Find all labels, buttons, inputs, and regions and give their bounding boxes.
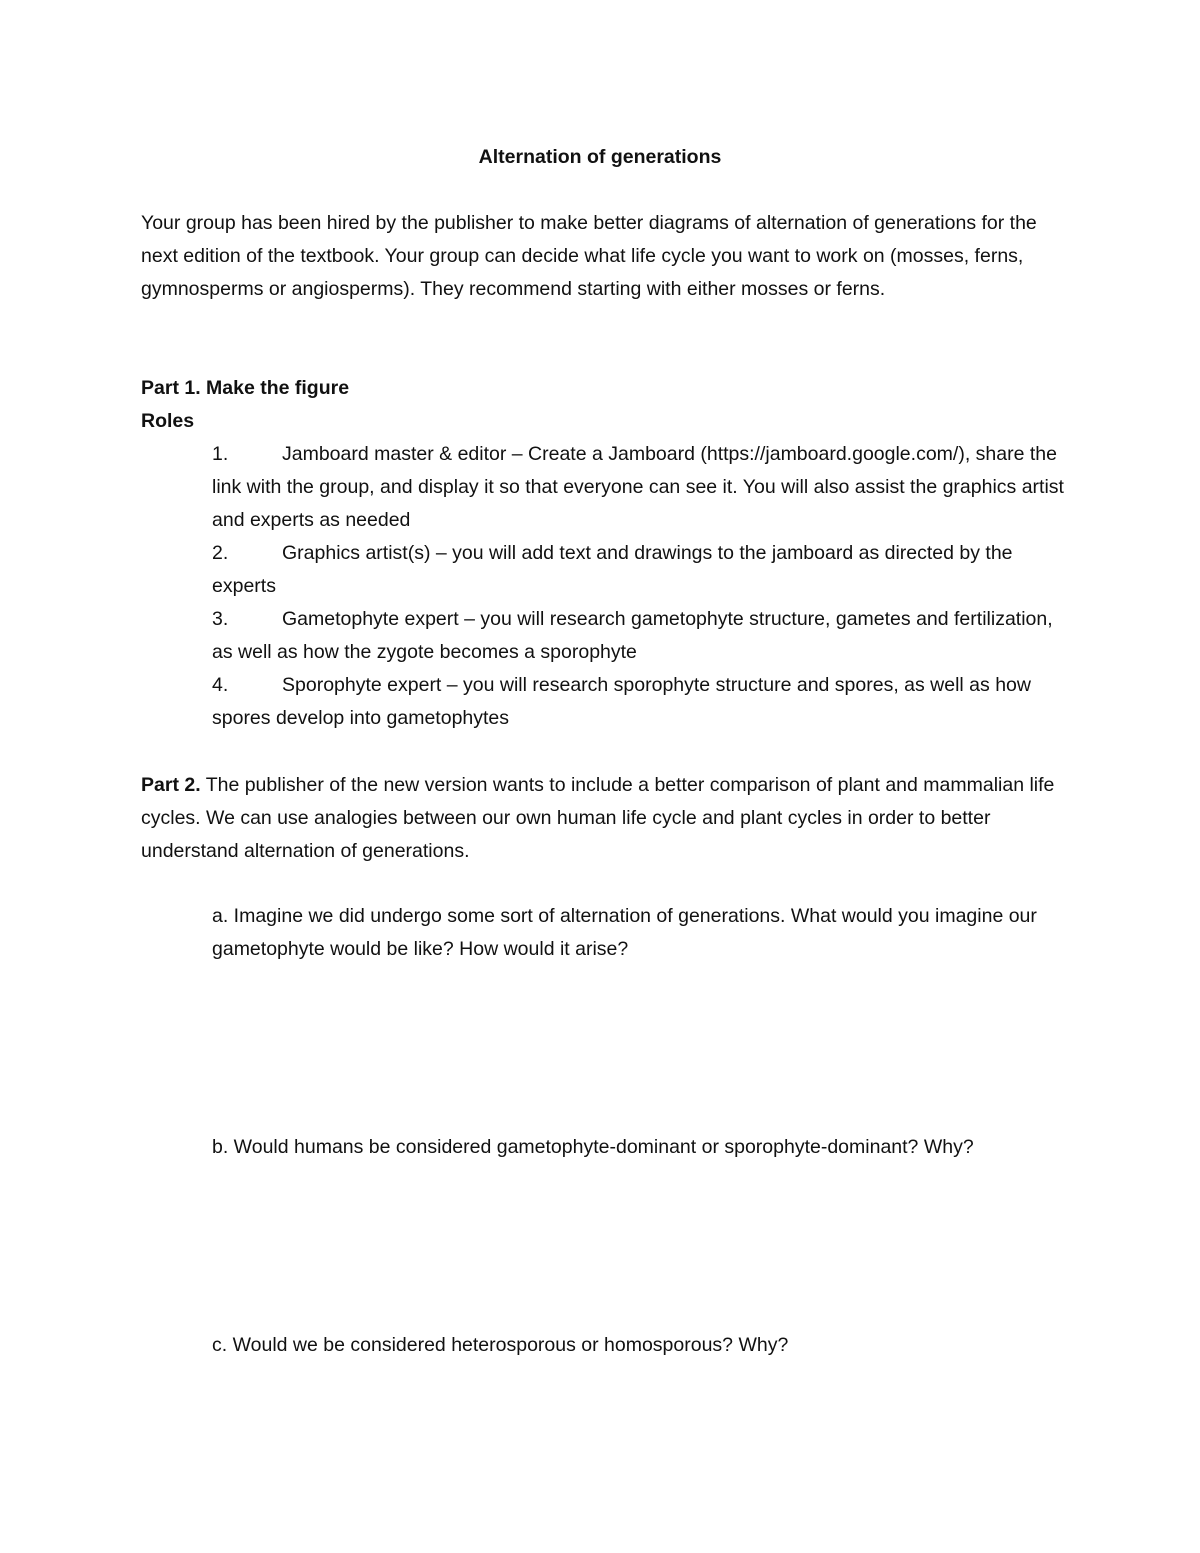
role-number: 1. [212,443,229,465]
role-item [212,537,1072,603]
role-item [212,603,1072,669]
roles-list [212,438,1072,735]
roles-heading: Roles [141,410,195,432]
part2-text: The publisher of the new version wants to include a better comparison of plant and mammalian life cycles. We can use analogies between our own human life cycle and plant cycles in order to better understand alternation of generations. [141,774,1055,862]
role-item [212,438,1072,537]
role-number: 2. [212,542,229,564]
part1-heading: Part 1. Make the figure [141,377,350,399]
role-item [212,669,1072,735]
part2-label: Part 2. [141,774,201,796]
role-number: 4. [212,674,229,696]
question-a: a. Imagine we did undergo some sort of alternation of generations. What would you imagine our gametophyte would be like? How would it arise? [212,905,1037,960]
page-title: Alternation of generations [478,146,722,168]
role-text: Gametophyte expert – you will research gametophyte structure, gametes and fertilization, as well as how the zygote becomes a sporophyte [212,608,1053,663]
question-c: c. Would we be considered heterosporous or homosporous? Why? [212,1334,789,1356]
question-b: b. Would humans be considered gametophyte-dominant or sporophyte-dominant? Why? [212,1136,974,1158]
part2-paragraph [141,769,1071,868]
role-number: 3. [212,608,229,630]
role-text: Graphics artist(s) – you will add text and drawings to the jamboard as directed by the experts [212,542,1013,597]
role-text: Jamboard master & editor – Create a Jamboard (https://jamboard.google.com/), share the link with the group, and display it so that everyone can see it. You will also assist the graphics artist and experts as needed [212,443,1064,531]
role-text: Sporophyte expert – you will research sporophyte structure and spores, as well as how spores develop into gametophytes [212,674,1031,729]
intro-paragraph: Your group has been hired by the publisher to make better diagrams of alternation of generations for the next edition of the textbook. Your group can decide what life cycle you want to work on (mosses, ferns, gymnosperms or angiosperms). They recommend starting with either mosses or ferns. [141,212,1037,300]
